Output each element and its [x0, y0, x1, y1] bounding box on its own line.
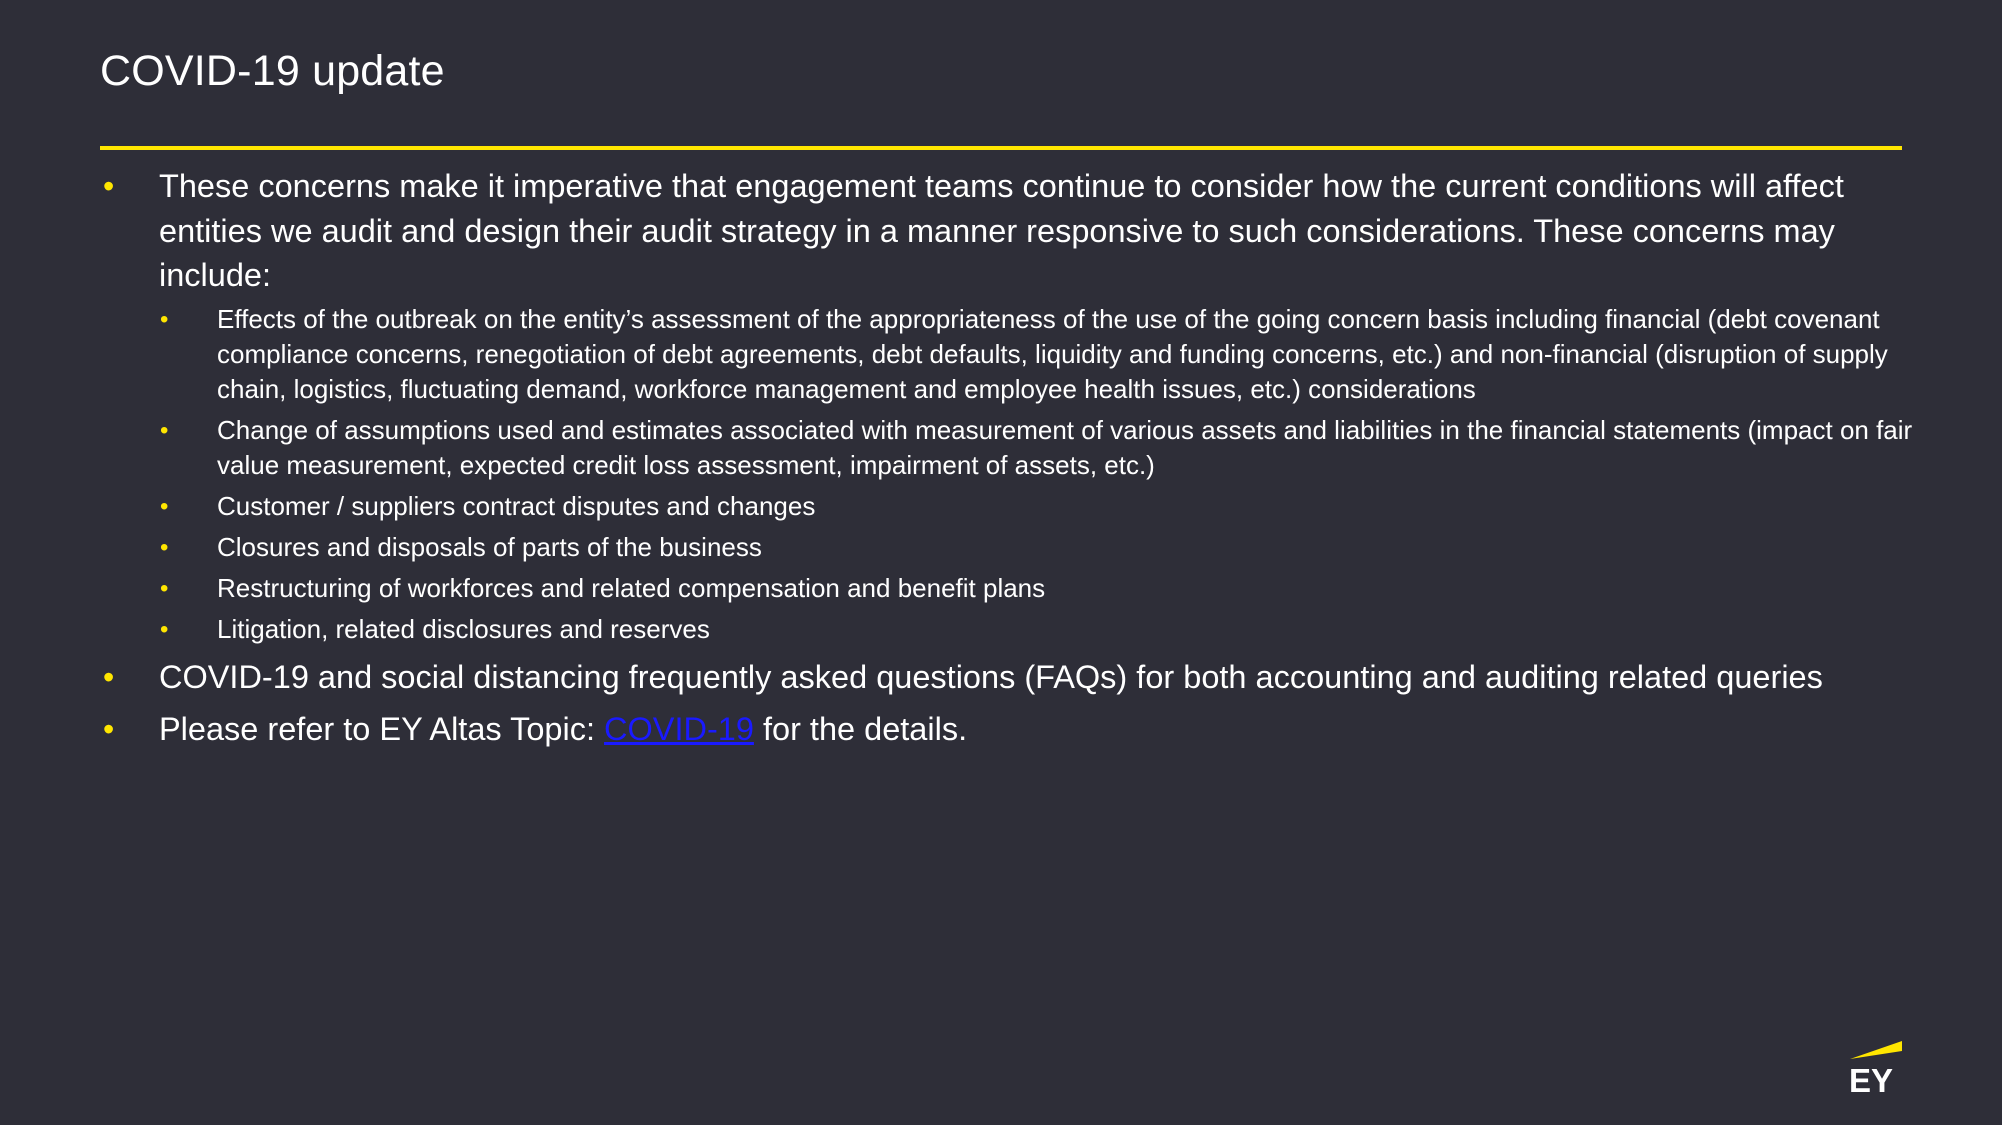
- sub-bullet-text: Closures and disposals of parts of the business: [217, 531, 762, 562]
- slide-title: COVID-19 update: [100, 47, 445, 95]
- ey-logo-icon: [1848, 1040, 1904, 1096]
- bullet-icon: •: [160, 416, 169, 444]
- bullet-item-refer: [100, 707, 1940, 752]
- sub-bullet-text: Customer / suppliers contract disputes and changes: [217, 490, 816, 521]
- bullet-icon: •: [160, 305, 169, 333]
- sub-bullet-item: [159, 413, 1940, 483]
- slide-content: [100, 156, 1940, 752]
- bullet-icon: •: [160, 492, 169, 520]
- bullet-item-concerns: [100, 164, 1940, 647]
- bullet-icon: •: [160, 533, 169, 561]
- ey-logo-text: EY: [1849, 1062, 1894, 1096]
- sub-bullet-text: Effects of the outbreak on the entity’s assessment of the appropriateness of the use of the going concern basis including financial (debt covenant compliance concerns, renegotiation of debt agreements, debt defaults, liquidity and funding concerns, etc.) and non-financial (disruption of supply chain, logistics, fluctuating demand, workforce management and employee health issues, etc.) considerations: [217, 303, 1888, 404]
- covid-19-link[interactable]: COVID-19: [604, 711, 754, 747]
- bullet-text: These concerns make it imperative that engagement teams continue to consider how the current conditions will affect entities we audit and design their audit strategy in a manner responsive to such considerations. These concerns may include:: [159, 168, 1844, 293]
- sub-bullet-item: [159, 612, 1940, 647]
- sub-bullet-list: [159, 302, 1940, 647]
- bullet-text: COVID-19 and social distancing frequently asked questions (FAQs) for both accounting and auditing related queries: [159, 658, 1823, 695]
- bullet-icon: •: [103, 711, 115, 747]
- bullet-text-suffix: for the details.: [753, 711, 968, 747]
- sub-bullet-text: Litigation, related disclosures and reserves: [217, 613, 710, 644]
- sub-bullet-text: Restructuring of workforces and related compensation and benefit plans: [217, 572, 1046, 603]
- bullet-icon: •: [103, 658, 115, 695]
- bullet-text-prefix: Please refer to EY Altas Topic:: [159, 711, 605, 747]
- sub-bullet-item: [159, 571, 1940, 606]
- sub-bullet-item: [159, 530, 1940, 565]
- bullet-icon: •: [160, 615, 169, 643]
- sub-bullet-text: Change of assumptions used and estimates associated with measurement of various assets and liabilities in the financial statements (impact on fair value measurement, expected credit loss assessment, impairment of assets, etc.): [217, 414, 1913, 480]
- sub-bullet-item: [159, 302, 1940, 407]
- main-bullet-list: [100, 164, 1940, 752]
- bullet-icon: •: [160, 574, 169, 602]
- bullet-item-faqs: [100, 655, 1940, 700]
- sub-bullet-item: [159, 489, 1940, 524]
- bullet-icon: •: [103, 168, 115, 204]
- title-divider: [100, 146, 1902, 150]
